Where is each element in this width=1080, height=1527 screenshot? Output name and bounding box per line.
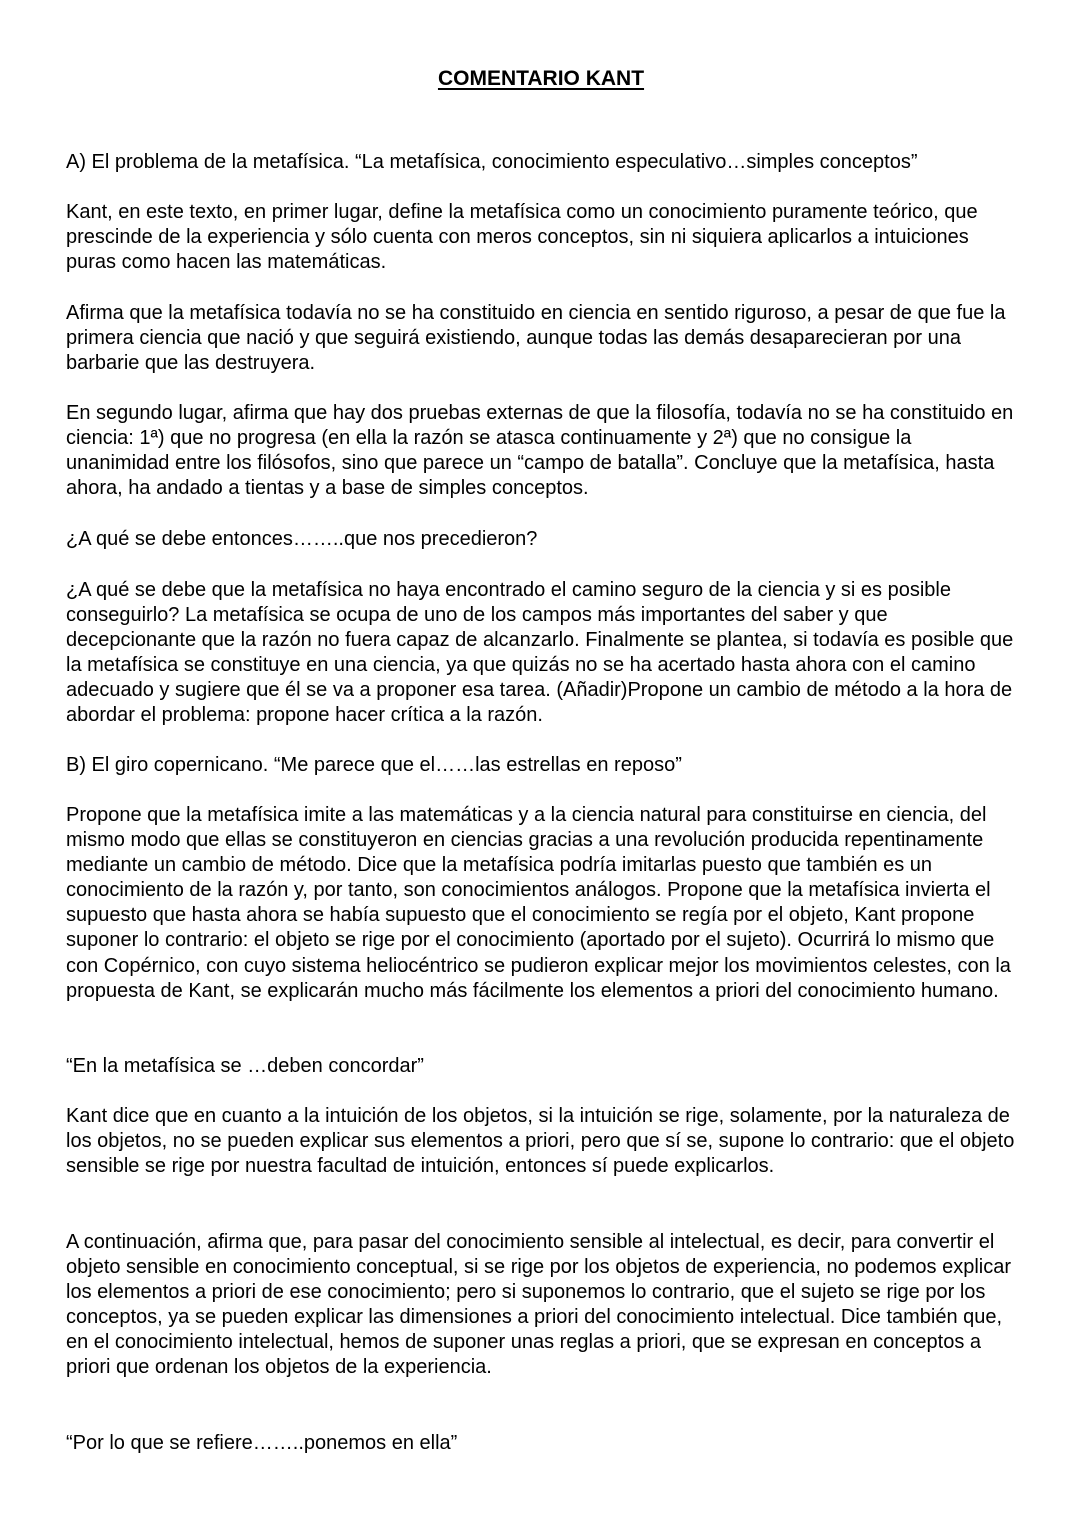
section-b-heading: B) El giro copernicano. “Me parece que el……las estrellas en reposo” <box>66 754 682 776</box>
paragraph-question: ¿A qué se debe que la metafísica no haya encontrado el camino seguro de la ciencia y si es posible conseguirlo? La metafísica se ocupa de uno de los campos más importantes del saber y que decepcionante que la razón no fuera capaz de alcanzarlo. Finalmente se plantea, si todavía es posible que la metafísica se constituye en una ciencia, ya que quizás no se ha acertado hasta ahora con el camino adecuado y sugiere que él se va a proponer esa tarea. (Añadir)Propone un cambio de método a la hora de abordar el problema: propone hacer crítica a la razón. <box>66 579 1014 727</box>
paragraph-intuition: Kant dice que en cuanto a la intuición de los objetos, si la intuición se rige, solamente, por la naturaleza de los objetos, no se pueden explicar sus elementos a priori, pero que sí se, supone lo contrario: que el objeto sensible se rige por nuestra facultad de intuición, entonces sí puede explicarlos. <box>66 1105 1015 1178</box>
paragraph-definition: Kant, en este texto, en primer lugar, define la metafísica como un conocimiento puramente teórico, que prescinde de la experiencia y sólo cuenta con meros conceptos, sin ni siquiera aplicarlos a intuiciones puras como hacen las matemáticas. <box>66 201 978 274</box>
document-title: COMENTARIO KANT <box>437 67 645 90</box>
paragraph-copernican: Propone que la metafísica imite a las matemáticas y a la ciencia natural para constituirse en ciencia, del mismo modo que ellas se constituyeron en ciencias gracias a una revolución producida repentinamente mediante un cambio de método. Dice que la metafísica podría imitarlas puesto que también es un conocimiento de la razón y, por tanto, son conocimientos análogos. Propone que la metafísica invierta el supuesto que hasta ahora se había supuesto que el conocimiento se regía por el objeto, Kant propone suponer lo contrario: el objeto se rige por el conocimiento (aportado por el sujeto). Ocurrirá lo mismo que con Copérnico, con cuyo sistema heliocéntrico se pudieron explicar mejor los movimientos celestes, con la propuesta de Kant, se explicarán mucho más fácilmente los elementos a priori del conocimiento humano. <box>66 804 1011 1002</box>
section-a-heading: A) El problema de la metafísica. “La metafísica, conocimiento especulativo…simples conceptos” <box>66 151 918 173</box>
quote-heading-ponemos: “Por lo que se refiere……..ponemos en ella” <box>66 1432 458 1454</box>
paragraph-not-science: Afirma que la metafísica todavía no se ha constituido en ciencia en sentido riguroso, a pesar de que fue la primera ciencia que nació y que seguirá existiendo, aunque todas las demás desaparecieran por una barbarie que las destruyera. <box>66 302 1006 375</box>
quote-heading-precedieron: ¿A qué se debe entonces……..que nos precedieron? <box>66 528 538 550</box>
paragraph-intellectual: A continuación, afirma que, para pasar del conocimiento sensible al intelectual, es decir, para convertir el objeto sensible en conocimiento conceptual, si se rige por los objetos de experiencia, no podemos explicar los elementos a priori de ese conocimiento; pero si suponemos lo contrario, que el sujeto se rige por los conceptos, ya se pueden explicar las dimensiones a priori del conocimiento intelectual. Dice también que, en el conocimiento intelectual, hemos de suponer unas reglas a priori, que se expresan en conceptos a priori que ordenan los objetos de la experiencia. <box>66 1231 1012 1379</box>
paragraph-external-proofs: En segundo lugar, afirma que hay dos pruebas externas de que la filosofía, todavía no se ha constituido en ciencia: 1ª) que no progresa (en ella la razón se atasca continuamente y 2ª) que no consigue la unanimidad entre los filósofos, sino que parece un “campo de batalla”. Concluye que la metafísica, hasta ahora, ha andado a tientas y a base de simples conceptos. <box>66 402 1014 500</box>
quote-heading-concordar: “En la metafísica se …deben concordar” <box>66 1055 424 1077</box>
